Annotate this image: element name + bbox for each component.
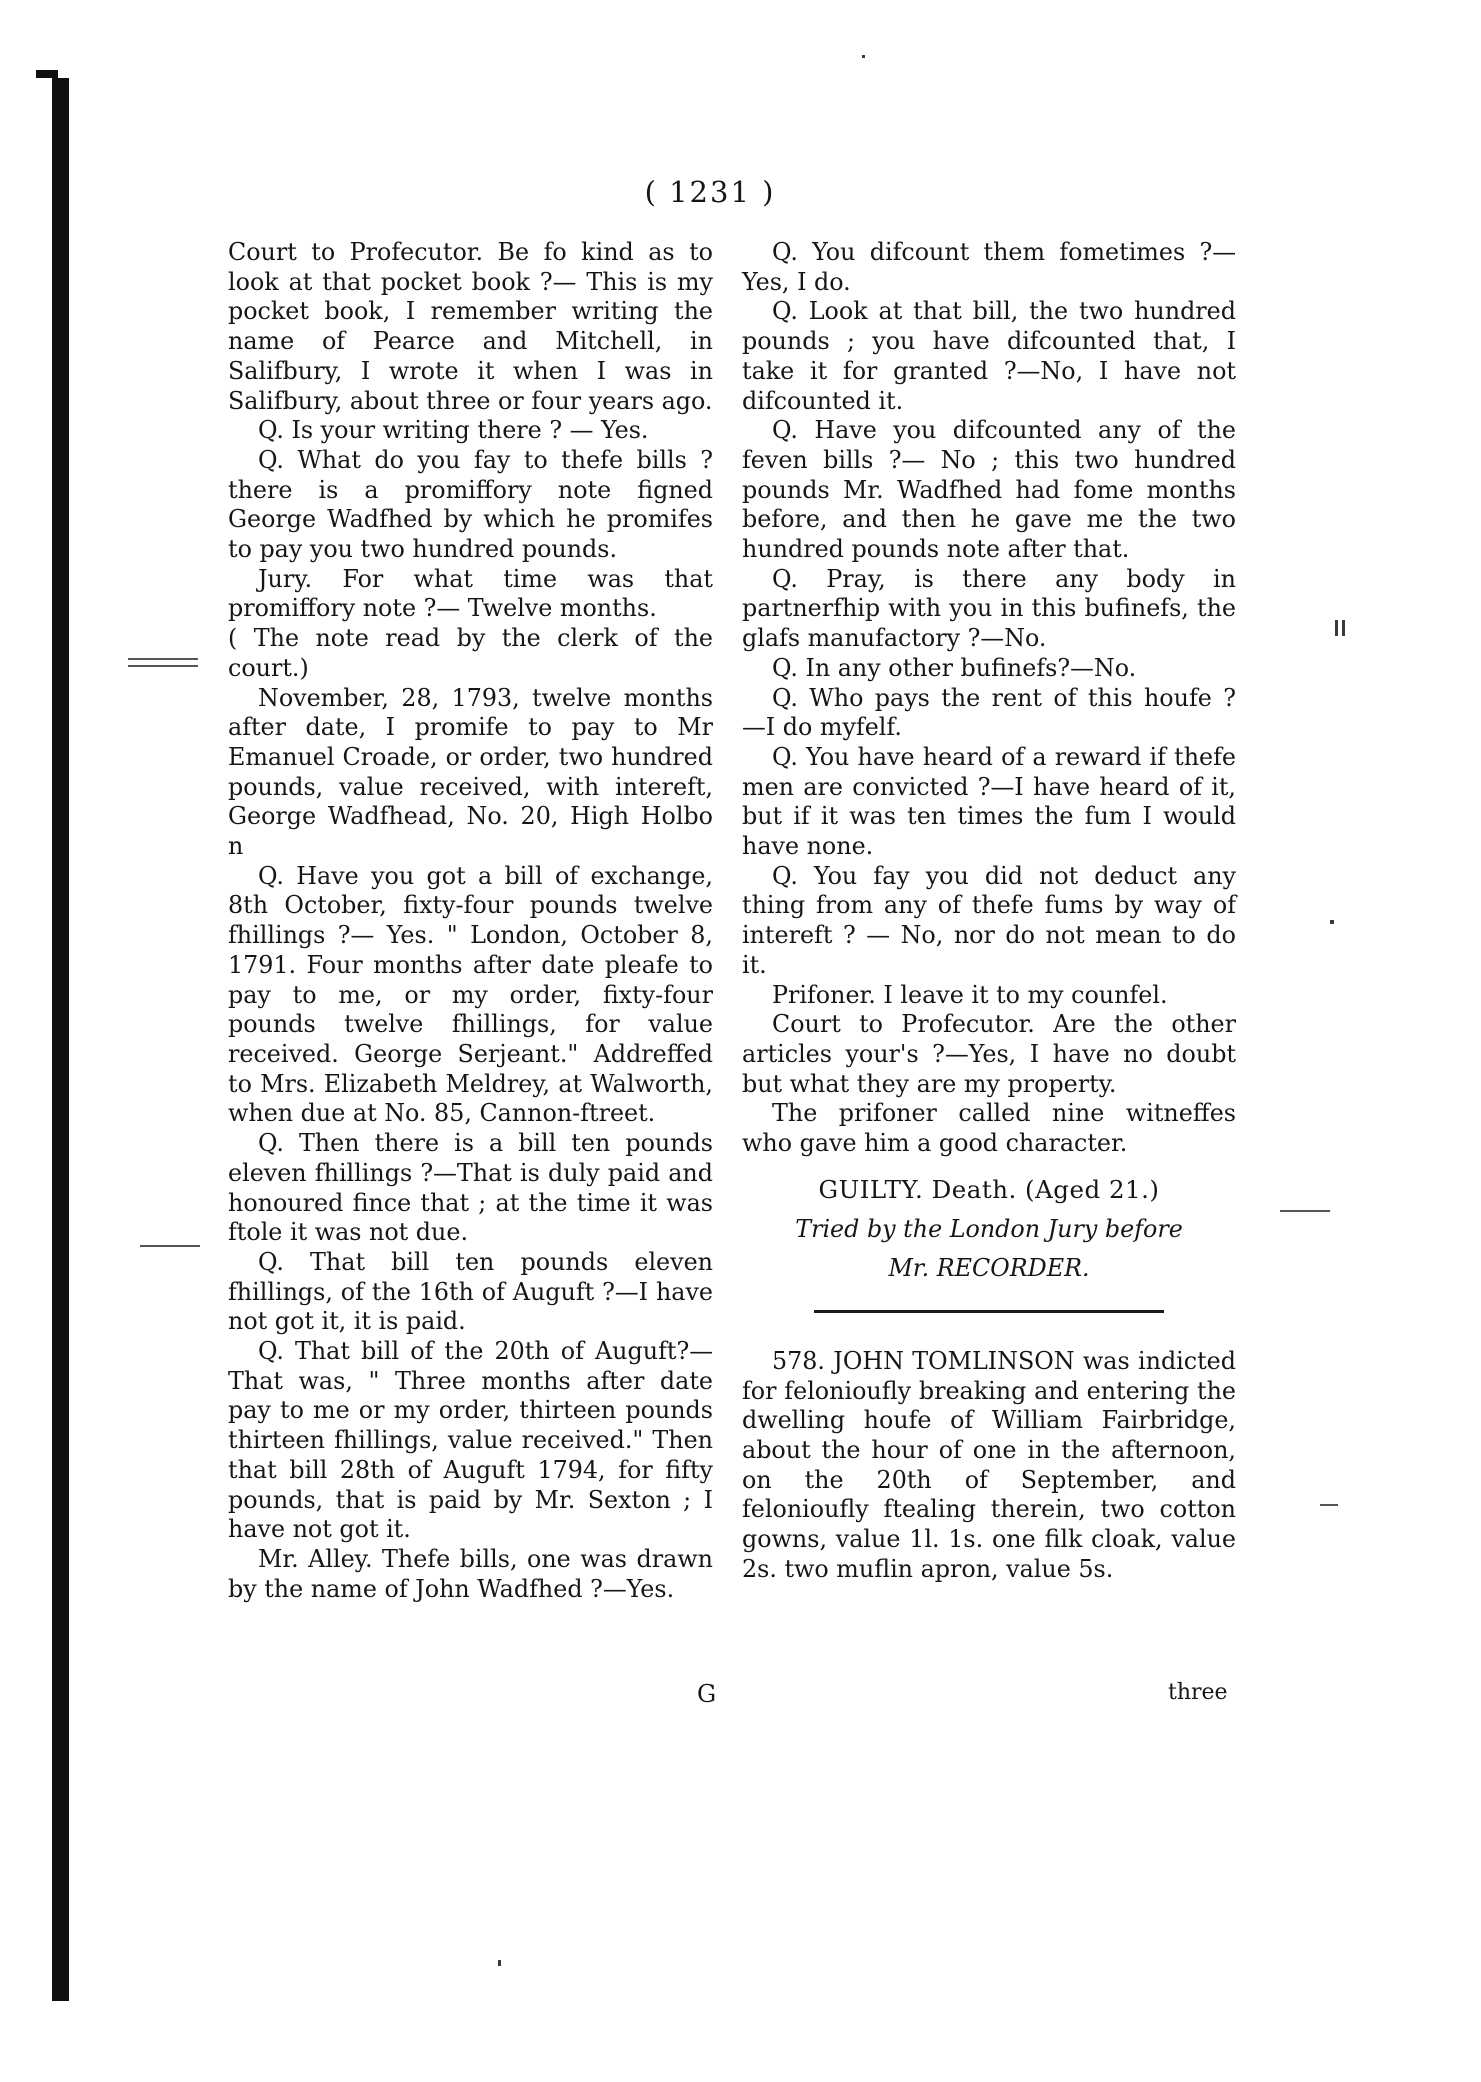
paragraph: November, 28, 1793, twelve months after date, I promife to pay to Mr Emanuel Croade, or order, two hundred pounds, value received, with intereft, George Wadfhead, No. 20, High Holbo n <box>228 683 713 861</box>
paragraph: Q. Look at that bill, the two hundred pounds ; you have difcounted that, I take it for granted ?—No, I have not difcounted it. <box>742 297 1236 415</box>
paragraph: Q. Have you difcounted any of the feven bills ?— No ; this two hundred pounds Mr. Wadfhed had fome months before, and then he gave me the two hundred pounds note after that. <box>742 416 1236 564</box>
paragraph: Q. Have you got a bill of exchange, 8th October, fixty-four pounds twelve fhillings ?— Yes. " London, October 8, 1791. Four months after date pleafe to pay to me, or my order, fixty-four pounds twelve fhillings, for value received. George Serjeant." Addreffed to Mrs. Elizabeth Meldrey, at Walworth, when due at No. 85, Cannon-ftreet. <box>228 861 713 1128</box>
paragraph: Jury. For what time was that promiffory note ?— Twelve months. <box>228 564 713 623</box>
case-paragraph: 578. JOHN TOMLINSON was indicted for felonioufly breaking and entering the dwelling houfe of William Fairbridge, about the hour of one in the afternoon, on the 20th of September, and felonioufly ftealing therein, two cotton gowns, value 1l. 1s. one filk cloak, value 2s. two muflin apron, value 5s. <box>742 1346 1236 1583</box>
margin-mark <box>140 1245 200 1247</box>
paragraph: ( The note read by the clerk of the court.) <box>228 624 713 682</box>
margin-mark <box>128 665 198 667</box>
paragraph: Q. Who pays the rent of this houfe ? —I do myfelf. <box>742 683 1236 742</box>
catchword: three <box>1168 1680 1228 1705</box>
right-column <box>742 238 1236 1585</box>
paragraph: Q. Pray, is there any body in partnerfhip with you in this bufinefs, the glafs manufactory ?—No. <box>742 564 1236 653</box>
speck <box>1330 920 1334 924</box>
judge-line: Mr. RECORDER. <box>888 1254 1090 1283</box>
paragraph: Court to Profecutor. Be fo kind as to look at that pocket book ?— This is my pocket book, I remember writing the name of Pearce and Mitchell, in Salifbury, I wrote it when I was in Salifbury, about three or four years ago. <box>228 238 713 415</box>
spine-edge-mark <box>36 70 58 78</box>
page-number: ( 1231 ) <box>644 175 776 209</box>
verdict-line: GUILTY. Death. (Aged 21.) <box>818 1174 1160 1204</box>
paragraph: Prifoner. I leave it to my counfel. <box>772 980 1168 1009</box>
margin-mark <box>1280 1210 1330 1212</box>
paragraph: Q. That bill of the 20th of Auguft?— That was, " Three months after date pay to me or my order, thirteen pounds thirteen fhillings, value received." Then that bill 28th of Auguft 1794, for fifty pounds, that is paid by Mr. Sexton ; I have not got it. <box>228 1337 713 1544</box>
left-column <box>228 238 713 1604</box>
signature-mark: G <box>697 1680 717 1708</box>
paragraph: Q. You have heard of a reward if thefe men are convicted ?—I have heard of it, but if it was ten times the fum I would have none. <box>742 742 1236 861</box>
paragraph: Court to Profecutor. Are the other articles your's ?—Yes, I have no doubt but what they are my property. <box>742 1010 1236 1098</box>
tried-by-line: Tried by the London Jury before <box>795 1214 1183 1243</box>
paragraph: Q. Is your writing there ? — Yes. <box>258 416 649 445</box>
paragraph: Q. In any other bufinefs?—No. <box>772 653 1137 682</box>
margin-mark <box>1335 620 1338 636</box>
paragraph: Q. Then there is a bill ten pounds eleven fhillings ?—That is duly paid and honoured fince that ; at the time it was ftole it was not due. <box>228 1129 713 1247</box>
margin-mark <box>128 658 198 660</box>
paragraph: Q. You difcount them fometimes ?— Yes, I do. <box>742 238 1236 296</box>
paragraph: Mr. Alley. Thefe bills, one was drawn by the name of John Wadfhed ?—Yes. <box>228 1544 713 1603</box>
margin-mark <box>1320 1504 1338 1506</box>
speck <box>862 55 865 58</box>
speck <box>498 1960 501 1966</box>
paragraph: The prifoner called nine witneffes who gave him a good character. <box>742 1099 1236 1158</box>
paragraph: Q. That bill ten pounds eleven fhillings, of the 16th of Auguft ?—I have not got it, it is paid. <box>228 1247 713 1336</box>
margin-mark <box>1342 620 1345 636</box>
paragraph: Q. What do you fay to thefe bills ? there is a promiffory note figned George Wadfhed by which he promifes to pay you two hundred pounds. <box>228 445 713 564</box>
section-divider <box>814 1310 1164 1313</box>
book-spine-shadow <box>52 78 69 2001</box>
paragraph: Q. You fay you did not deduct any thing from any of thefe fums by way of intereft ? — No, nor do not mean to do it. <box>742 861 1236 979</box>
